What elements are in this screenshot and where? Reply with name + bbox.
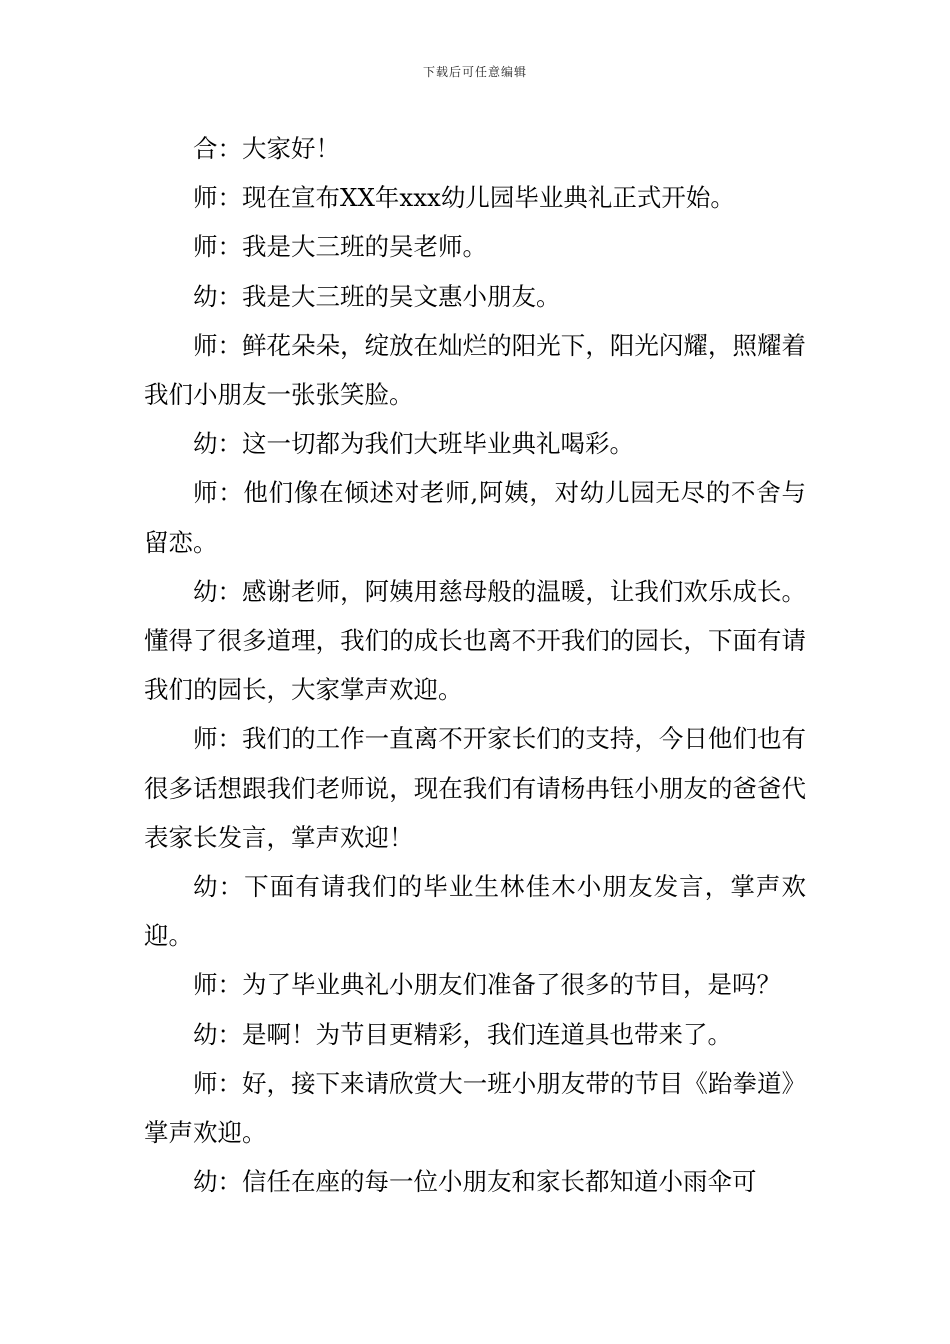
paragraph-11: 师：为了毕业典礼小朋友们准备了很多的节目，是吗？ bbox=[193, 970, 781, 1000]
document-body bbox=[144, 124, 806, 1206]
paragraph-4: 幼：我是大三班的吴文惠小朋友。 bbox=[193, 281, 561, 311]
paragraph-2: 师：现在宣布XX年xxx幼儿园毕业典礼正式开始。 bbox=[193, 183, 735, 213]
paragraph-7: 师：他们像在倾述对老师,阿姨，对幼儿园无尽的不舍与留恋。 bbox=[144, 478, 806, 557]
page-header-note: 下载后可任意编辑 bbox=[422, 65, 527, 79]
paragraph-13: 师：好，接下来请欣赏大一班小朋友带的节目《跆拳道》掌声欢迎。 bbox=[144, 1068, 806, 1148]
paragraph-14: 幼：信任在座的每一位小朋友和家长都知道小雨伞可 bbox=[193, 1167, 757, 1197]
paragraph-5: 师：鲜花朵朵，绽放在灿烂的阳光下，阳光闪耀，照耀着我们小朋友一张张笑脸。 bbox=[144, 330, 806, 410]
paragraph-12: 幼：是啊！为节目更精彩，我们连道具也带来了。 bbox=[193, 1019, 732, 1049]
paragraph-10: 幼：下面有请我们的毕业生林佳木小朋友发言，掌声欢迎。 bbox=[144, 872, 806, 951]
paragraph-6: 幼：这一切都为我们大班毕业典礼喝彩。 bbox=[193, 429, 634, 459]
paragraph-1: 合：大家好！ bbox=[193, 134, 340, 163]
paragraph-3: 师：我是大三班的吴老师。 bbox=[193, 232, 487, 262]
paragraph-8: 幼：感谢老师，阿姨用慈母般的温暖，让我们欢乐成长。懂得了很多道理，我们的成长也离不开我们的园长，下面有请我们的园长，大家掌声欢迎。 bbox=[144, 576, 806, 705]
paragraph-9: 师：我们的工作一直离不开家长们的支持，今日他们也有很多话想跟我们老师说，现在我们有请杨冉钰小朋友的爸爸代表家长发言，掌声欢迎！ bbox=[144, 724, 806, 852]
